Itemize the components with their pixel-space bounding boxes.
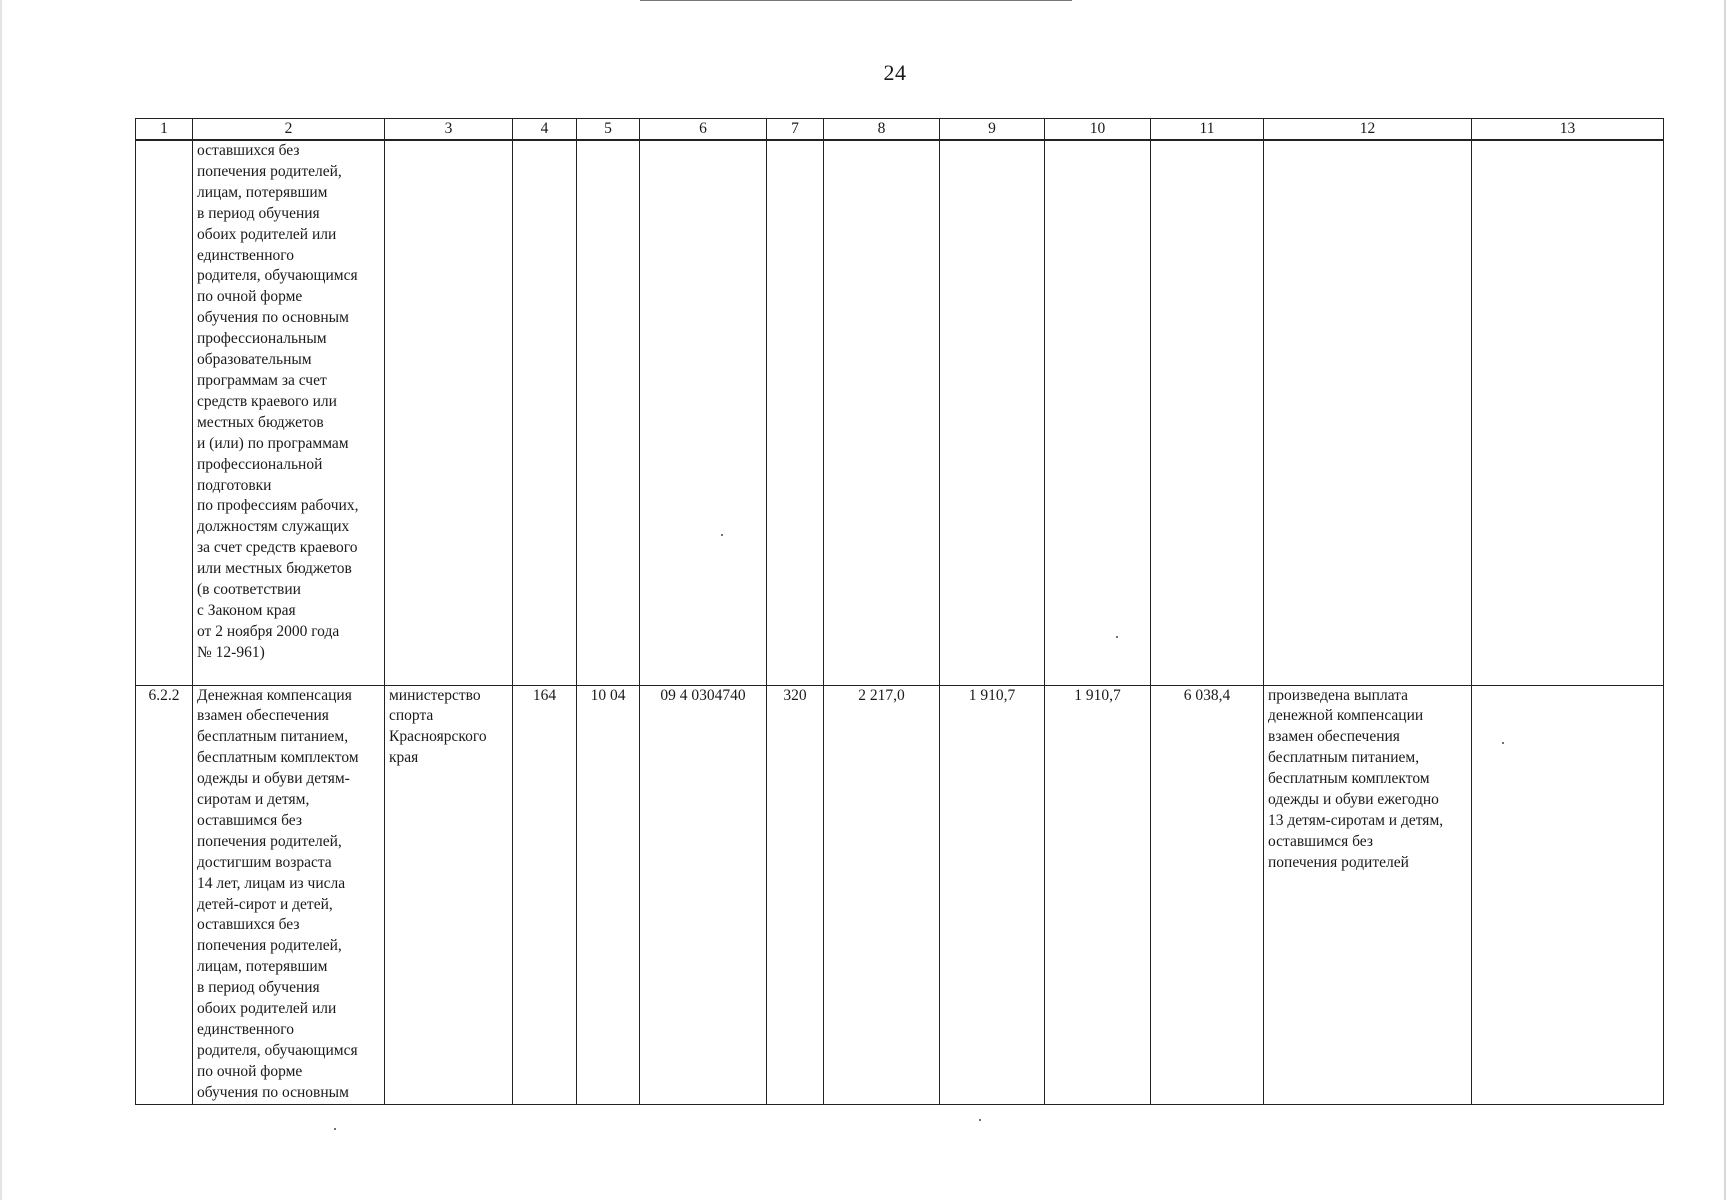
empty-cell: [1472, 140, 1664, 685]
column-number: 1: [136, 119, 193, 141]
empty-cell: [577, 140, 640, 685]
empty-cell: [1264, 140, 1472, 685]
responsible-body: министерство спорта Красноярского края: [385, 685, 513, 1104]
column-number: 10: [1045, 119, 1151, 141]
empty-cell: [640, 140, 767, 685]
column-number: 12: [1264, 119, 1472, 141]
empty-cell: [767, 140, 824, 685]
column-number: 9: [940, 119, 1045, 141]
column-number: 13: [1472, 119, 1664, 141]
empty-cell: [940, 140, 1045, 685]
total-amount-cell: 6 038,4: [1151, 685, 1264, 1104]
empty-cell: [513, 140, 577, 685]
target-article-code: 09 4 0304740: [640, 685, 767, 1104]
column-number: 6: [640, 119, 767, 141]
empty-cell: [1151, 140, 1264, 685]
scan-speck: [979, 1119, 981, 1121]
page-number: 24: [883, 60, 907, 85]
expense-type-code: 320: [767, 685, 824, 1104]
scan-speck: [334, 1128, 336, 1130]
expected-result: произведена выплата денежной компенсации взамен обеспечения бесплатным питанием, бесплатным комплектом одежды и обуви ежегодно 13 детям-сиротам и детям, оставшимся без попечения родителей: [1264, 685, 1472, 1104]
column-number-row: [136, 119, 1664, 141]
amount-cell: 2 217,0: [824, 685, 940, 1104]
empty-cell: [385, 140, 513, 685]
column-number: 2: [193, 119, 385, 141]
section-code: 10 04: [577, 685, 640, 1104]
scan-speck: [1116, 636, 1118, 638]
measure-description-continued: оставшихся без попечения родителей, лицам, потерявшим в период обучения обоих родителей или единственного родителя, обучающимся по очной форме обучения по основным профессиональным образовательным программам за счет средств краевого или местных бюджетов и (или) по программам профессиональной подготовки по профессиям рабочих, должностям служащих за счет средств краевого или местных бюджетов (в соответствии с Законом края от 2 ноября 2000 года № 12-961): [193, 140, 385, 685]
column-number: 4: [513, 119, 577, 141]
scan-left-edge: [0, 0, 2, 1200]
empty-cell: [824, 140, 940, 685]
scan-speck: [1502, 742, 1504, 744]
scan-speck: [721, 534, 723, 536]
column-number: 5: [577, 119, 640, 141]
table-row-continued: [136, 140, 1664, 685]
measure-description: Денежная компенсация взамен обеспечения бесплатным питанием, бесплатным комплектом одежды и обуви детям- сиротам и детям, оставшимся без попечения родителей, достигшим возраста 14 лет, лицам из числа детей-сирот и детей, оставшихся без попечения родителей, лицам, потерявшим в период обучения обоих родителей или единственного родителя, обучающимся по очной форме обучения по основным: [193, 685, 385, 1104]
budget-table: [135, 118, 1664, 1105]
table-row-6-2-2: [136, 685, 1664, 1104]
empty-cell: [136, 140, 193, 685]
column-number: 3: [385, 119, 513, 141]
empty-cell: [1045, 140, 1151, 685]
top-rule: [640, 0, 1072, 1]
column-number: 8: [824, 119, 940, 141]
empty-cell: [1472, 685, 1664, 1104]
amount-cell: 1 910,7: [940, 685, 1045, 1104]
column-number: 7: [767, 119, 824, 141]
column-number: 11: [1151, 119, 1264, 141]
amount-cell: 1 910,7: [1045, 685, 1151, 1104]
item-number: 6.2.2: [136, 685, 193, 1104]
code-cell: 164: [513, 685, 577, 1104]
